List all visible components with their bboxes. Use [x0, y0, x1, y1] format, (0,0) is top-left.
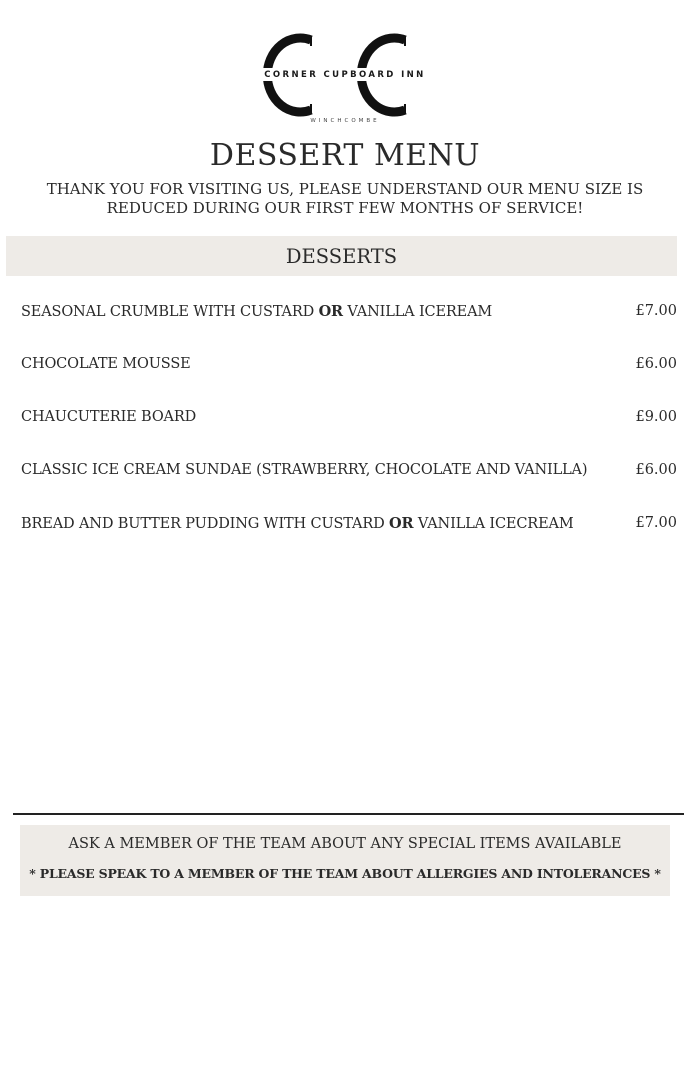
- item-name: BREAD AND BUTTER PUDDING WITH CUSTARD OR VANILLA ICECREAM: [21, 515, 574, 532]
- intro-text: THANK YOU FOR VISITING US, PLEASE UNDERSTAND OUR MENU SIZE IS REDUCED DURING OUR FIRST FEW MONTHS OF SERVICE!: [46, 180, 644, 217]
- menu-item: [21, 515, 677, 537]
- item-price: £7.00: [635, 303, 677, 319]
- item-name: SEASONAL CRUMBLE WITH CUSTARD OR VANILLA ICEREAM: [21, 303, 493, 320]
- item-price: £6.00: [635, 356, 677, 372]
- item-price: £6.00: [635, 462, 677, 478]
- item-price: £7.00: [635, 515, 677, 531]
- menu-item: [21, 303, 677, 325]
- menu-item: [21, 409, 677, 431]
- menu-item: [21, 462, 677, 484]
- item-name: CHAUCUTERIE BOARD: [21, 409, 197, 425]
- footer-notice: [20, 825, 670, 896]
- logo: [245, 30, 445, 130]
- divider: [13, 813, 684, 815]
- logo-town: WINCHCOMBE: [310, 118, 380, 124]
- page-title: DESSERT MENU: [209, 138, 481, 173]
- item-price: £9.00: [635, 409, 677, 425]
- section-title: DESSERTS: [285, 245, 398, 268]
- menu-item: [21, 356, 677, 378]
- allergy-note: * PLEASE SPEAK TO A MEMBER OF THE TEAM ABOUT ALLERGIES AND INTOLERANCES *: [29, 866, 661, 881]
- special-items-note: ASK A MEMBER OF THE TEAM ABOUT ANY SPECIAL ITEMS AVAILABLE: [68, 836, 622, 852]
- item-name: CHOCOLATE MOUSSE: [21, 356, 191, 372]
- item-name: CLASSIC ICE CREAM SUNDAE (STRAWBERRY, CHOCOLATE AND VANILLA): [21, 462, 588, 478]
- section-header: [6, 236, 677, 276]
- cc-monogram-icon: [245, 30, 445, 130]
- logo-name: CORNER CUPBOARD INN: [264, 70, 426, 80]
